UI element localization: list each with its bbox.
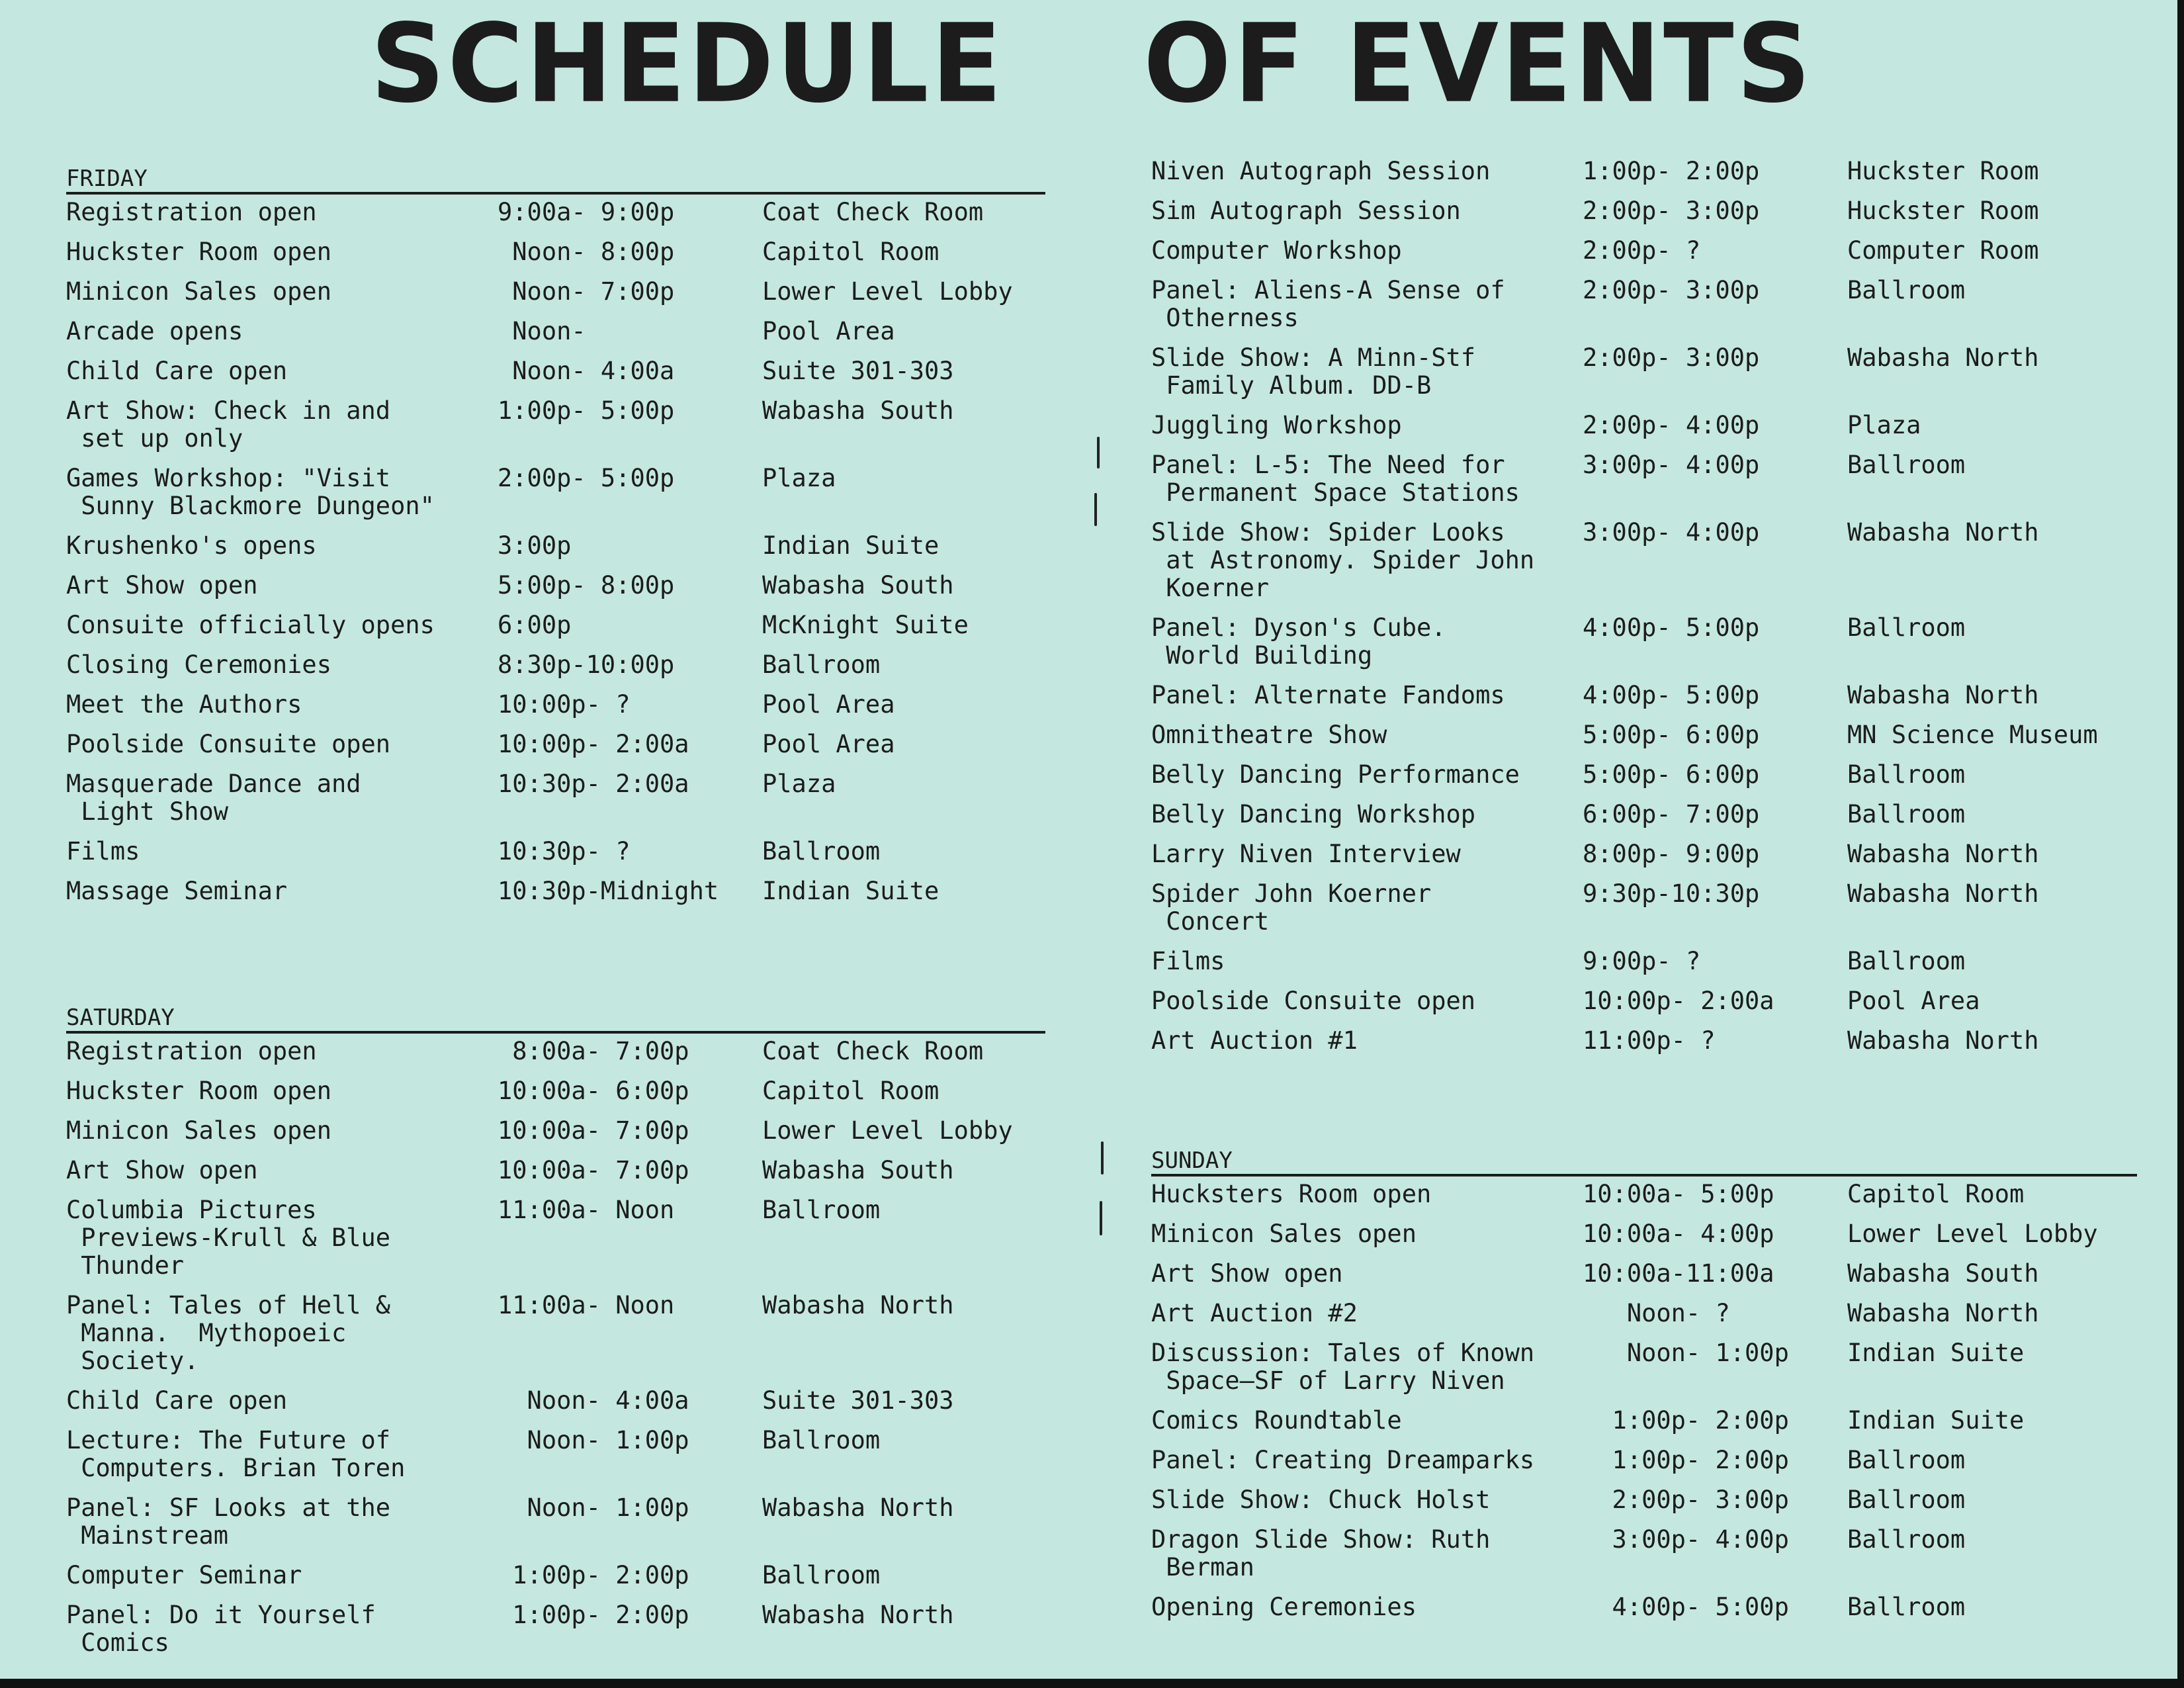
event-name: Opening Ceremonies [1151,1593,1417,1621]
event-time: Noon- 8:00p [498,238,675,266]
event-name: Art Show open [66,1156,258,1184]
event-name: Minicon Sales open [1151,1220,1417,1248]
event-time: 10:30p- 2:00a [498,770,689,798]
event-location: Plaza [762,464,836,492]
event-name: Panel: Alternate Fandoms [1151,681,1505,709]
event-time: 11:00a- Noon [498,1291,675,1319]
event-location: Pool Area [762,730,895,758]
event-name: Panel: SF Looks at the Mainstream [66,1493,391,1550]
event-row [1151,277,2137,332]
event-name: Games Workshop: "Visit Sunny Blackmore Dungeon" [66,464,435,520]
event-name: Sim Autograph Session [1151,197,1461,225]
event-time: 6:00p [498,611,572,639]
event-name: Belly Dancing Workshop [1151,800,1476,828]
event-name: Arcade opens [66,317,243,345]
event-time: 8:30p-10:00p [498,650,675,679]
event-time: 10:00a- 6:00p [498,1077,689,1105]
event-location: Ballroom [1847,800,1966,828]
sunday-rows [1151,1180,2137,1621]
event-location: Wabasha North [1847,343,2039,372]
margin-mark [1101,1141,1104,1175]
event-location: Wabasha South [1847,1259,2039,1288]
event-name: Discussion: Tales of Known Space—SF of Larry Niven [1151,1339,1535,1395]
event-row [1151,237,2137,265]
event-row [66,611,1045,639]
event-row [66,1077,1045,1105]
event-name: Omnitheatre Show [1151,721,1387,749]
event-location: Capitol Room [762,1077,939,1105]
saturday-rows-right [1151,157,2137,1055]
event-row [66,770,1045,826]
event-row [1151,1407,2137,1435]
event-location: Wabasha North [1847,879,2039,908]
event-location: Pool Area [762,690,895,719]
event-location: Suite 301-303 [762,1386,954,1415]
event-location: Wabasha North [762,1493,954,1522]
event-time: 8:00p- 9:00p [1583,840,1760,868]
event-location: McKnight Suite [762,611,969,639]
sunday-heading: SUNDAY [1151,1147,2137,1177]
event-row [66,1292,1045,1375]
event-row [66,1427,1045,1482]
event-row [1151,1486,2137,1514]
event-location: Wabasha South [762,1156,954,1184]
event-time: 1:00p- 2:00p [1583,157,1760,185]
event-row [1151,1339,2137,1395]
event-time: 8:00a- 7:00p [498,1037,689,1065]
event-row [1151,682,2137,709]
event-time: 10:00p- 2:00a [1583,987,1774,1015]
event-time: 3:00p- 4:00p [1583,518,1760,547]
event-row [66,199,1045,226]
event-location: Wabasha North [762,1291,954,1319]
event-location: Lower Level Lobby [1847,1220,2098,1248]
event-row [66,651,1045,679]
event-name: Larry Niven Interview [1151,840,1461,868]
event-row [1151,157,2137,185]
event-location: Capitol Room [762,238,939,266]
event-time: 10:30p- ? [498,837,631,866]
event-row [66,691,1045,719]
event-name: Slide Show: A Minn-Stf Family Album. DD-B [1151,343,1476,400]
event-name: Computer Workshop [1151,236,1402,265]
event-time: Noon- 4:00a [498,357,675,385]
event-location: Ballroom [1847,1446,1966,1474]
page-bottom-edge [0,1679,2184,1688]
event-time: 2:00p- 3:00p [1583,197,1760,225]
event-row [1151,344,2137,400]
event-location: Ballroom [1847,760,1966,789]
left-column [66,165,1045,1669]
saturday-continued-section [1151,157,2137,1055]
event-name: Art Auction #1 [1151,1026,1358,1055]
event-time: 3:00p [498,531,572,560]
event-name: Panel: Tales of Hell & Manna. Mythopoeic Society. [66,1291,391,1375]
event-row [1151,451,2137,507]
event-name: Masquerade Dance and Light Show [66,770,361,826]
event-row [1151,1593,2137,1621]
event-row [1151,1446,2137,1474]
event-row [66,318,1045,345]
event-row [1151,197,2137,225]
event-row [1151,987,2137,1015]
friday-heading: FRIDAY [66,165,1045,195]
event-time: 3:00p- 4:00p [1583,1525,1789,1554]
event-name: Closing Ceremonies [66,650,331,679]
event-name: Poolside Consuite open [66,730,391,758]
event-row [66,731,1045,758]
event-time: 5:00p- 6:00p [1583,721,1760,749]
event-row [1151,1300,2137,1327]
page-right-edge [2177,0,2184,1688]
event-row [66,1601,1045,1657]
event-location: Computer Room [1847,236,2039,265]
event-location: Wabasha North [762,1601,954,1629]
event-time: 1:00p- 2:00p [1583,1446,1789,1474]
event-name: Comics Roundtable [1151,1406,1402,1435]
saturday-section [66,1004,1045,1657]
event-time: 4:00p- 5:00p [1583,681,1760,709]
event-location: Capitol Room [1847,1180,2025,1208]
event-location: Huckster Room [1847,157,2039,185]
event-time: 4:00p- 5:00p [1583,1593,1789,1621]
event-name: Child Care open [66,1386,288,1415]
event-name: Computer Seminar [66,1561,302,1589]
event-row [1151,1526,2137,1581]
event-time: 1:00p- 2:00p [1583,1406,1789,1435]
event-row [66,1494,1045,1550]
event-name: Consuite officially opens [66,611,435,639]
event-row [66,397,1045,453]
event-row [1151,1027,2137,1055]
event-location: Ballroom [1847,276,1966,304]
event-row [1151,840,2137,868]
event-time: 2:00p- 3:00p [1583,1486,1789,1514]
event-location: MN Science Museum [1847,721,2098,749]
event-time: 2:00p- 4:00p [1583,411,1760,439]
event-time: 10:00a-11:00a [1583,1259,1774,1288]
event-row [66,877,1045,905]
event-location: Lower Level Lobby [762,277,1013,306]
event-row [66,1562,1045,1589]
event-time: 10:00a- 7:00p [498,1156,689,1184]
event-location: Coat Check Room [762,198,984,226]
event-location: Pool Area [1847,987,1980,1015]
event-location: Wabasha North [1847,518,2039,547]
event-row [66,1157,1045,1184]
event-name: Minicon Sales open [66,1116,331,1145]
event-location: Ballroom [762,837,881,866]
event-row [66,532,1045,560]
event-time: 2:00p- 5:00p [498,464,675,492]
event-time: 10:00p- 2:00a [498,730,689,758]
event-time: 1:00p- 2:00p [498,1561,689,1589]
event-location: Wabasha South [762,396,954,425]
event-row [1151,948,2137,975]
title-word-schedule: SCHEDULE [371,0,1005,127]
event-name: Spider John Koerner Concert [1151,879,1432,936]
event-row [1151,761,2137,789]
event-time: Noon- 1:00p [498,1426,689,1454]
event-name: Art Auction #2 [1151,1299,1358,1327]
event-name: Registration open [66,1037,317,1065]
sunday-section [1151,1147,2137,1621]
event-name: Art Show: Check in and set up only [66,396,391,453]
event-time: Noon- ? [1583,1299,1730,1327]
event-row [66,572,1045,600]
event-name: Hucksters Room open [1151,1180,1432,1208]
event-name: Huckster Room open [66,1077,331,1105]
event-row [66,1038,1045,1065]
event-time: Noon- 7:00p [498,277,675,306]
event-time: 10:30p-Midnight [498,877,719,905]
event-location: Ballroom [1847,1593,1966,1621]
event-name: Panel: Dyson's Cube. World Building [1151,613,1446,670]
event-location: Wabasha North [1847,840,2039,868]
friday-rows [66,199,1045,905]
event-row [66,1387,1045,1415]
margin-mark [1094,493,1097,526]
event-location: Indian Suite [762,877,939,905]
event-location: Indian Suite [762,531,939,560]
event-row [1151,519,2137,602]
event-name: Art Show open [1151,1259,1343,1288]
event-location: Coat Check Room [762,1037,984,1065]
event-time: 10:00a- 4:00p [1583,1220,1774,1248]
right-column [1151,157,2137,1633]
event-name: Registration open [66,198,317,226]
event-time: 10:00a- 7:00p [498,1116,689,1145]
event-row [66,1196,1045,1280]
event-row [66,838,1045,866]
event-name: Huckster Room open [66,238,331,266]
event-time: 5:00p- 8:00p [498,571,675,600]
event-time: 5:00p- 6:00p [1583,760,1760,789]
page-title [0,0,2184,127]
event-location: Wabasha North [1847,1026,2039,1055]
event-row [66,238,1045,266]
event-location: Pool Area [762,317,895,345]
event-location: Indian Suite [1847,1406,2025,1435]
event-time: 10:00p- ? [498,690,631,719]
saturday-rows-left [66,1038,1045,1657]
event-name: Films [66,837,140,866]
event-name: Art Show open [66,571,258,600]
event-name: Juggling Workshop [1151,411,1402,439]
event-location: Wabasha North [1847,681,2039,709]
event-name: Belly Dancing Performance [1151,760,1520,789]
event-name: Dragon Slide Show: Ruth Berman [1151,1525,1491,1581]
event-row [66,465,1045,520]
event-time: 9:00a- 9:00p [498,198,675,226]
event-time: 9:00p- ? [1583,947,1701,975]
event-time: Noon- 4:00a [498,1386,689,1415]
event-name: Krushenko's opens [66,531,317,560]
event-location: Ballroom [762,1426,881,1454]
event-time: 6:00p- 7:00p [1583,800,1760,828]
event-location: Ballroom [762,650,881,679]
title-words-of-events: OF EVENTS [1143,0,1813,127]
event-location: Ballroom [1847,613,1966,642]
event-row [1151,614,2137,670]
event-time: 9:30p-10:30p [1583,879,1760,908]
event-location: Ballroom [762,1196,881,1224]
event-row [1151,801,2137,828]
event-name: Panel: Do it Yourself Comics [66,1601,376,1657]
event-name: Slide Show: Chuck Holst [1151,1486,1491,1514]
event-time: 10:00a- 5:00p [1583,1180,1774,1208]
margin-mark [1100,1201,1102,1235]
event-name: Films [1151,947,1225,975]
event-row [1151,721,2137,749]
event-time: Noon- 1:00p [1583,1339,1789,1367]
event-location: Ballroom [1847,451,1966,479]
event-time: 4:00p- 5:00p [1583,613,1760,642]
event-row [66,1117,1045,1145]
event-name: Massage Seminar [66,877,288,905]
event-time: 1:00p- 2:00p [498,1601,689,1629]
event-time: 3:00p- 4:00p [1583,451,1760,479]
saturday-heading: SATURDAY [66,1004,1045,1034]
event-location: Ballroom [1847,1525,1966,1554]
event-name: Child Care open [66,357,288,385]
event-time: 1:00p- 5:00p [498,396,675,425]
friday-section [66,165,1045,905]
event-time: 11:00a- Noon [498,1196,675,1224]
event-time: 2:00p- 3:00p [1583,343,1760,372]
event-row [1151,880,2137,936]
event-location: Wabasha North [1847,1299,2039,1327]
event-location: Ballroom [1847,1486,1966,1514]
event-row [1151,412,2137,439]
event-name: Slide Show: Spider Looks at Astronomy. Spider John Koerner [1151,518,1535,602]
event-location: Plaza [762,770,836,798]
event-time: 11:00p- ? [1583,1026,1716,1055]
event-time: 2:00p- ? [1583,236,1701,265]
event-name: Meet the Authors [66,690,302,719]
event-name: Panel: Creating Dreamparks [1151,1446,1535,1474]
event-name: Columbia Pictures Previews-Krull & Blue Thunder [66,1196,391,1280]
event-row [1151,1220,2137,1248]
event-name: Niven Autograph Session [1151,157,1491,185]
event-name: Lecture: The Future of Computers. Brian Toren [66,1426,406,1482]
event-row [66,278,1045,306]
event-time: Noon- [498,317,586,345]
event-location: Ballroom [762,1561,881,1589]
event-row [1151,1260,2137,1288]
event-location: Suite 301-303 [762,357,954,385]
event-location: Ballroom [1847,947,1966,975]
event-location: Plaza [1847,411,1921,439]
event-name: Panel: Aliens-A Sense of Otherness [1151,276,1505,332]
event-time: Noon- 1:00p [498,1493,689,1522]
event-location: Indian Suite [1847,1339,2025,1367]
event-row [1151,1180,2137,1208]
event-location: Lower Level Lobby [762,1116,1013,1145]
event-location: Wabasha South [762,571,954,600]
event-name: Poolside Consuite open [1151,987,1476,1015]
event-location: Huckster Room [1847,197,2039,225]
margin-mark [1097,437,1100,468]
event-name: Panel: L-5: The Need for Permanent Space Stations [1151,451,1520,507]
event-row [66,357,1045,385]
event-name: Minicon Sales open [66,277,331,306]
event-time: 2:00p- 3:00p [1583,276,1760,304]
